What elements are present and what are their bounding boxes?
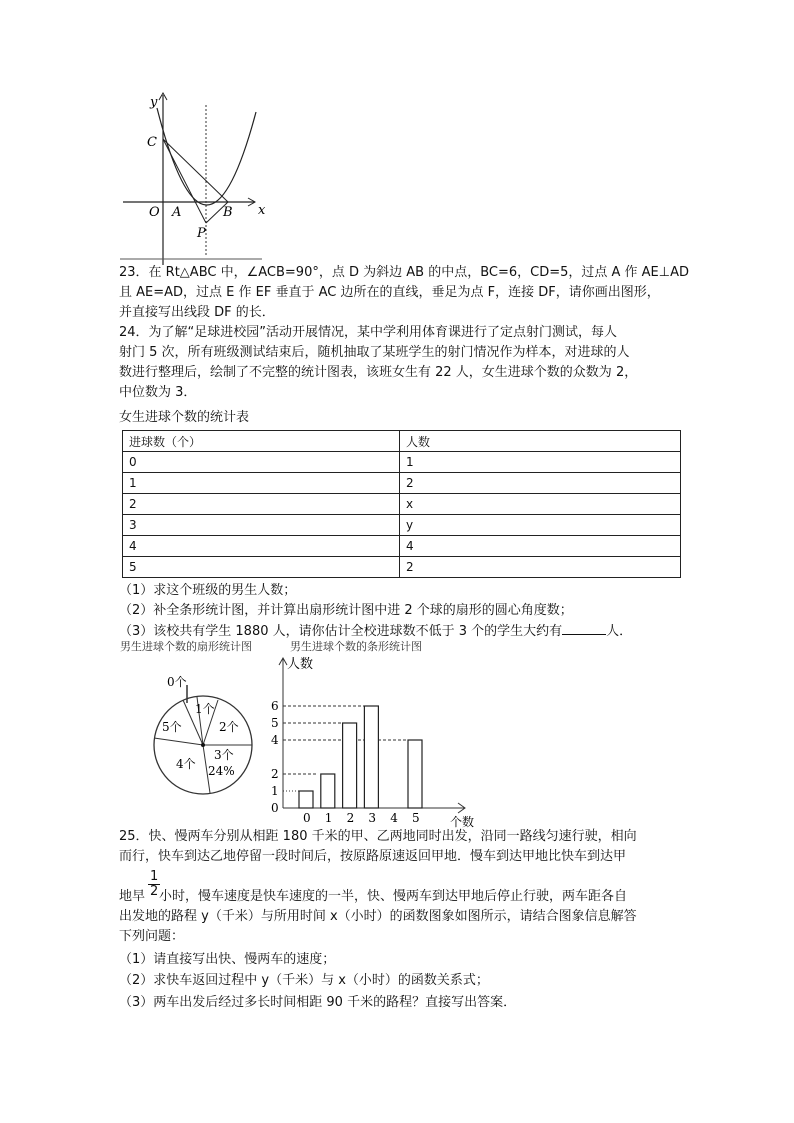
q23-line-1: 23．在 Rt△ABC 中，∠ACB=90°，点 D 为斜边 AB 的中点，BC=6，CD=5，过点 A 作 AE⊥AD [119,265,690,280]
header-goals: 进球数（个） [123,431,400,452]
bar-y-tick-label: 0 [271,801,279,815]
table-header-row [123,431,681,452]
bar-xlabel: 个数 [450,815,475,828]
q23-line-3: 并直接写出线段 DF 的长． [119,305,275,320]
cell-count: 2 [400,557,681,578]
table-row [123,536,681,557]
cell-goals: 1 [123,473,400,494]
pie-title: 男生进球个数的扇形统计图 [120,640,252,653]
pie-label-3: 3个 [214,748,234,762]
q25-line-3 [119,888,627,906]
cell-goals: 2 [123,494,400,515]
bar-y-tick-label: 1 [271,784,279,798]
bar-ylabel: 人数 [287,657,314,672]
pie-label-3-percent: 24% [208,764,235,778]
label-C: C [147,135,157,150]
pie-label-4: 4个 [176,757,196,771]
q25-part-2: （2）求快车返回过程中 y（千米）与 x（小时）的函数关系式； [119,973,489,988]
pie-label-1: 1个 [195,702,215,716]
cell-goals: 4 [123,536,400,557]
table-row [123,515,681,536]
cell-goals: 0 [123,452,400,473]
bar-y-tick-label: 2 [271,767,279,781]
label-O: O [149,205,160,220]
pie-label-0: 0个 [167,675,187,689]
answer-blank[interactable] [562,622,606,635]
bar-title: 男生进球个数的条形统计图 [290,640,422,653]
pie-chart [115,638,275,828]
q24-part-2: （2）补全条形统计图，并计算出扇形统计图中进 2 个球的扇形的圆心角度数； [119,603,573,618]
bar-y-tick-label: 5 [271,716,279,730]
table-row [123,452,681,473]
q24-line-1: 24．为了解“足球进校园”活动开展情况，某中学利用体育课进行了定点射门测试，每人 [119,325,618,340]
bar-x-tick-label: 0 [303,811,311,825]
pie-label-2: 2个 [219,720,239,734]
bar-x-tick-label: 1 [324,811,333,825]
label-A: A [172,205,182,220]
bar-x-tick-label: 2 [346,811,355,825]
label-x: x [258,203,266,218]
q25-part-1: （1）请直接写出快、慢两车的速度； [119,952,336,967]
q24-part-3-text: （3）该校共有学生 1880 人，请你估计全校进球数不低于 3 个的学生大约有 [119,624,563,639]
table-row [123,494,681,515]
table-title: 女生进球个数的统计表 [119,410,250,425]
bar-x-tick-label: 3 [368,811,377,825]
bar [408,740,422,808]
cell-count: 4 [400,536,681,557]
segment-CB [163,139,228,202]
bar [321,774,335,808]
segment-CP [163,139,206,223]
q25-line-3-rest: 小时，慢车速度是快车速度的一半，快、慢两车到达甲地后停止行驶，两车距各自 [159,889,628,904]
q25-line-3-prefix: 地早 [119,889,146,904]
bar-x-tick-label: 5 [412,811,420,825]
label-B: B [223,205,233,220]
q24-line-2: 射门 5 次，所有班级测试结束后，随机抽取了某班学生的射门情况作为样本，对进球的人 [119,345,630,360]
bar [364,706,378,808]
bar [343,723,357,808]
bar [299,791,313,808]
fraction-numerator: 1 [150,869,159,884]
q23-line-2: 且 AE=AD，过点 E 作 EF 垂直于 AC 边所在的直线，垂足为点 F，连接 DF，请你画出图形， [119,285,660,300]
q25-line-1: 25．快、慢两车分别从相距 180 千米的甲、乙两地同时出发，沿同一路线匀速行驶，相向 [119,829,637,844]
parabola-figure [115,90,275,265]
q24-part-3-suffix: 人． [606,624,633,639]
cell-count: 1 [400,452,681,473]
cell-count: x [400,494,681,515]
bar-y-tick-label: 6 [271,699,279,713]
q25-line-4: 出发地的路程 y（千米）与所用时间 x（小时）的函数图象如图所示，请结合图象信息解答 [119,909,637,924]
bar-x-tick-label: 4 [390,811,398,825]
girls-goals-table [122,430,681,578]
q24-part-1: （1）求这个班级的男生人数； [119,583,297,598]
table-row [123,473,681,494]
q25-part-3: （3）两车出发后经过多长时间相距 90 千米的路程？直接写出答案． [119,995,517,1010]
bar-y-tick-label: 4 [271,733,279,747]
cell-count: 2 [400,473,681,494]
table-row [123,557,681,578]
cell-goals: 5 [123,557,400,578]
cell-count: y [400,515,681,536]
label-y: y [150,95,158,110]
pie-center [201,743,205,747]
q24-line-3: 数进行整理后，绘制了不完整的统计图表，该班女生有 22 人，女生进球个数的众数为 2， [119,365,638,380]
q25-line-2: 而行，快车到达乙地停留一段时间后，按原路原速返回甲地．慢车到达甲地比快车到达甲 [119,849,627,864]
q25-line-5: 下列问题： [119,929,185,944]
pie-label-5: 5个 [162,720,182,734]
bar-chart [260,638,480,828]
cell-goals: 3 [123,515,400,536]
q24-line-4: 中位数为 3． [119,385,197,400]
header-count: 人数 [400,431,681,452]
label-P: P [197,226,206,241]
fraction-denominator: 2 [150,884,159,899]
